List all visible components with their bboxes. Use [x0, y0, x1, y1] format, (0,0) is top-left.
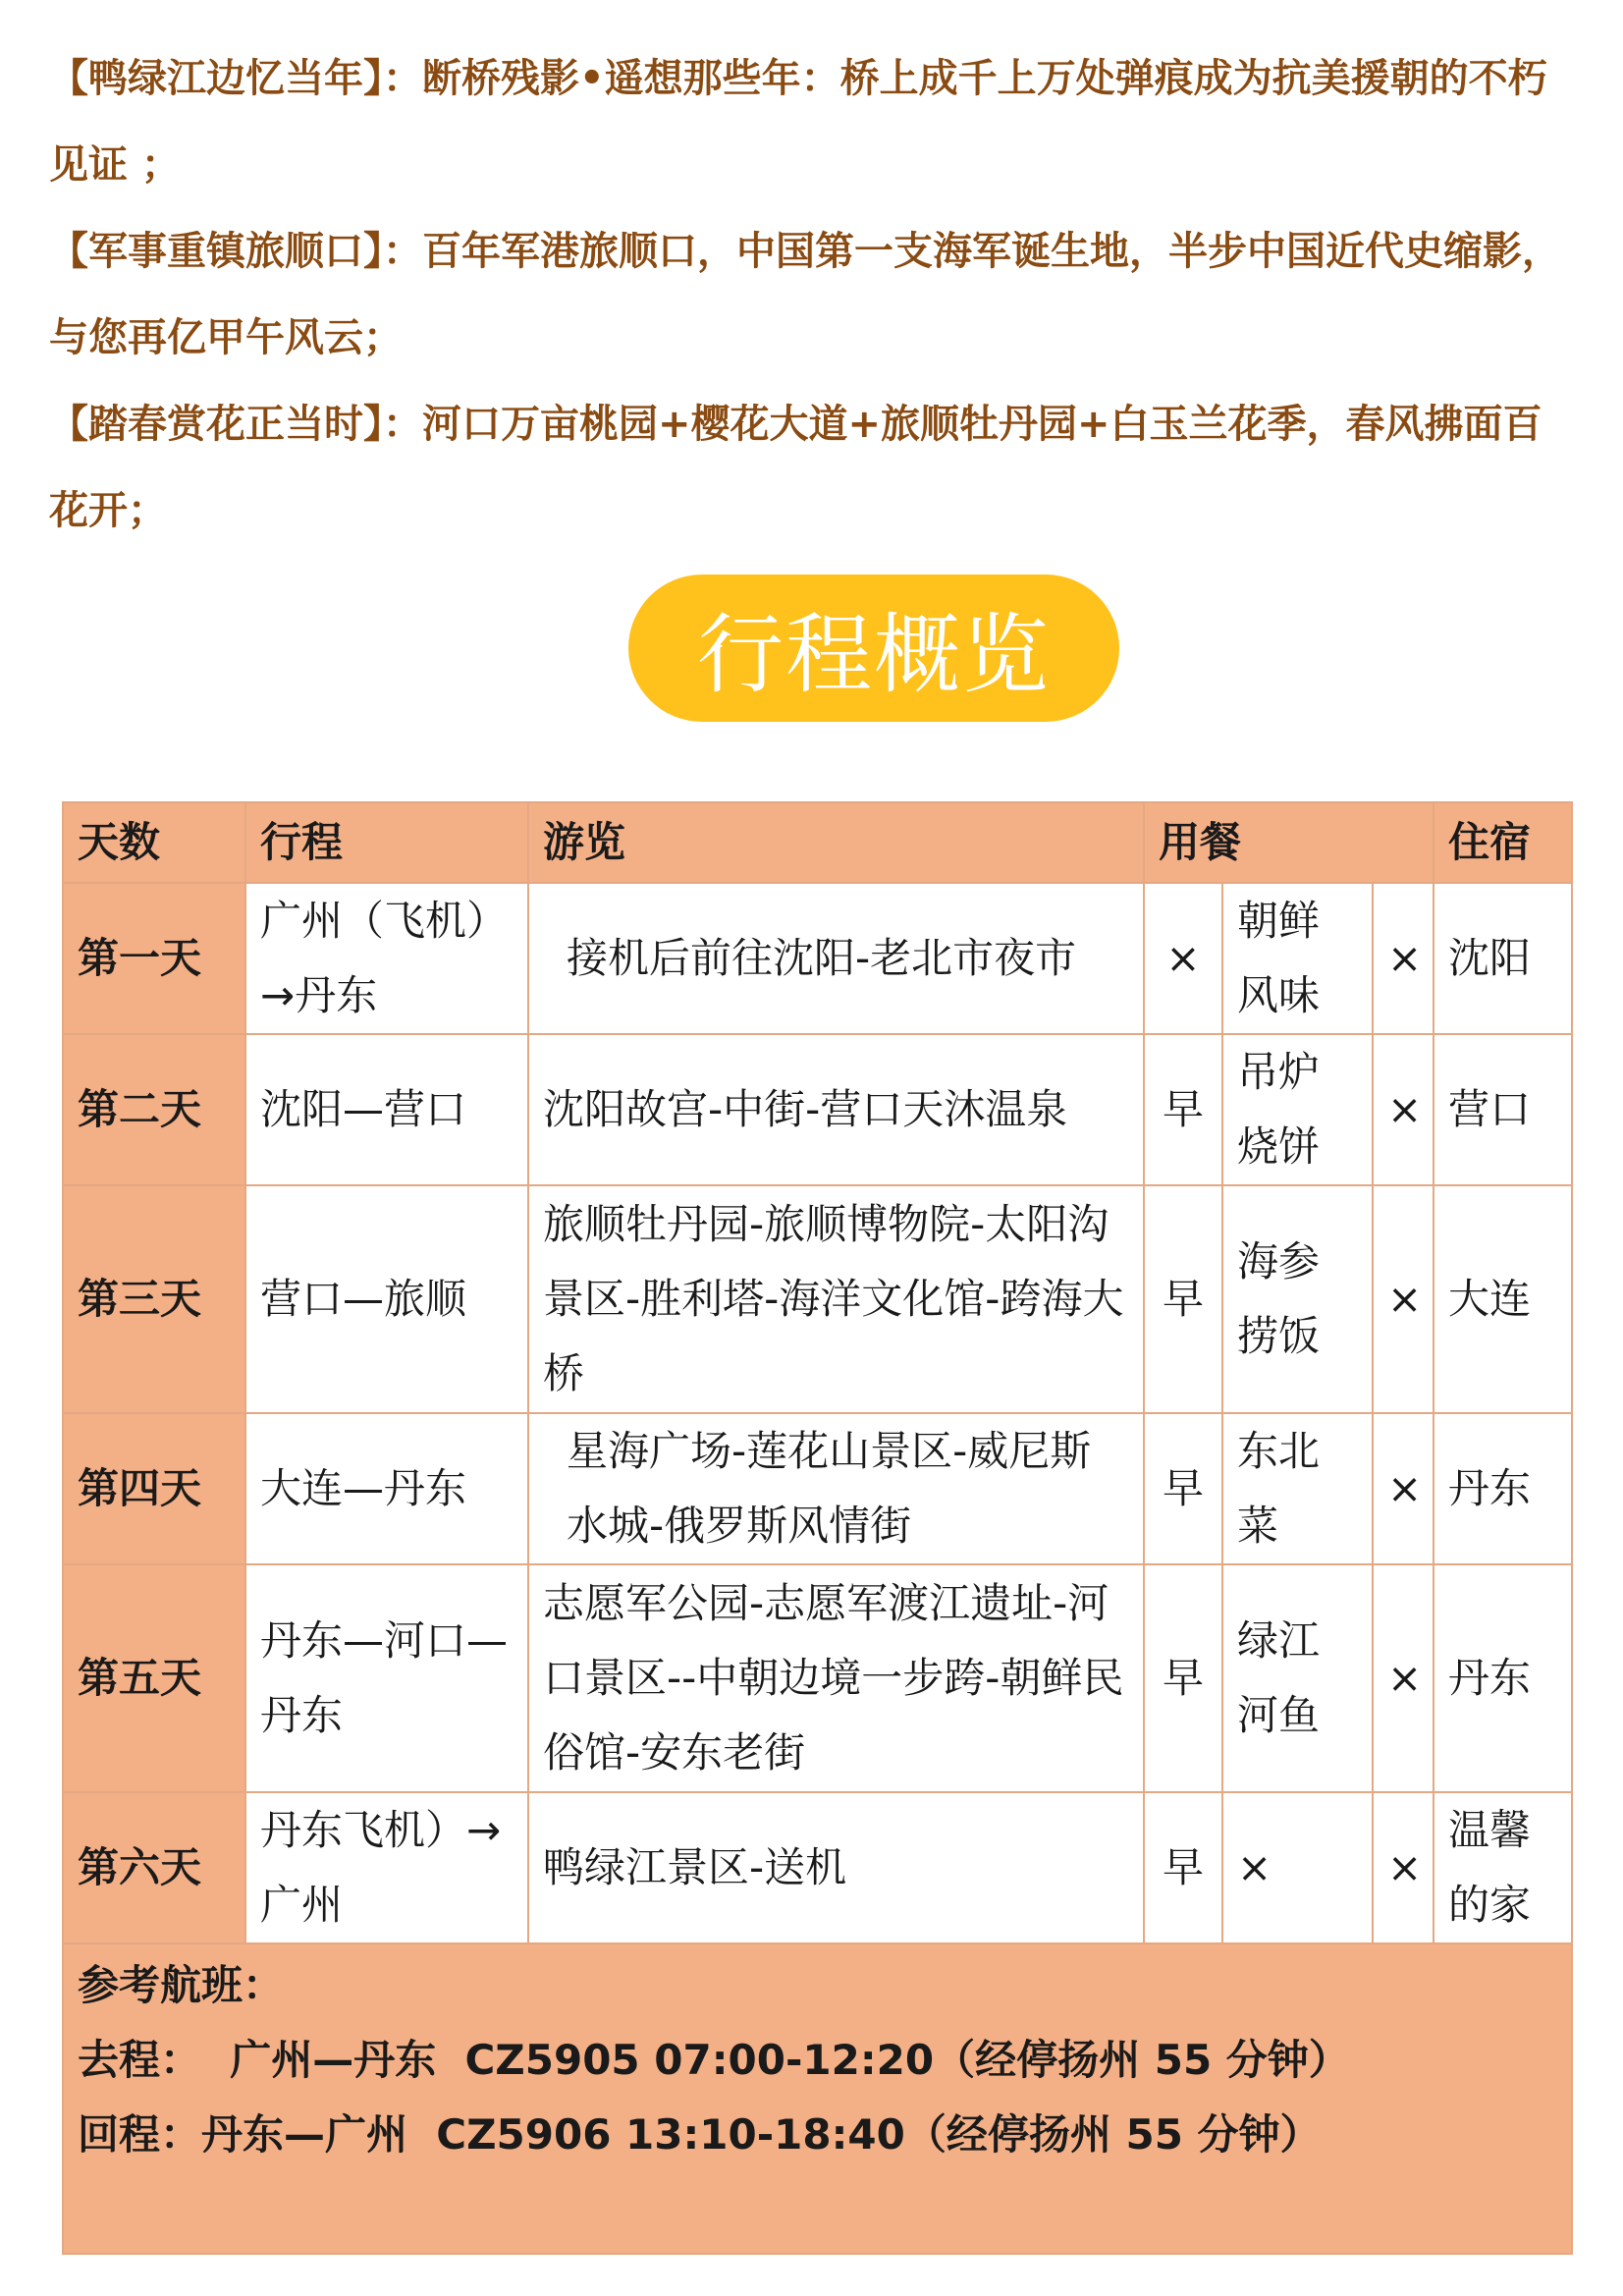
table-row [63, 1185, 1572, 1413]
lunch-cell: 东北菜 [1222, 1413, 1373, 1564]
lunch-cell: 海参捞饭 [1222, 1185, 1373, 1413]
intro-highlight-flowers: 【踏春赏花正当时】：河口万亩桃园+樱花大道+旅顺牡丹园+白玉兰花季，春风拂面百花开； [49, 402, 1542, 533]
breakfast-cell: 早 [1144, 1564, 1222, 1792]
table-row [63, 883, 1572, 1034]
flight-outbound: 去程： 广州—丹东 CZ5905 07:00-12:20（经停扬州 55 分钟） [78, 2036, 1350, 2084]
day-cell: 第一天 [63, 883, 245, 1034]
dinner-cell: × [1373, 1413, 1434, 1564]
flight-heading: 参考航班： [78, 1961, 285, 2009]
tour-cell: 旅顺牡丹园-旅顺博物院-太阳沟景区-胜利塔-海洋文化馆-跨海大桥 [528, 1185, 1144, 1413]
route-cell: 丹东飞机）→广州 [245, 1792, 528, 1943]
tour-cell: 沈阳故宫-中街-营口天沐温泉 [528, 1034, 1144, 1185]
breakfast-cell: 早 [1144, 1792, 1222, 1943]
header-day: 天数 [63, 802, 245, 883]
table-row [63, 1413, 1572, 1564]
lunch-cell: 吊炉烧饼 [1222, 1034, 1373, 1185]
dinner-cell: × [1373, 1185, 1434, 1413]
header-route: 行程 [245, 802, 528, 883]
stay-cell: 沈阳 [1434, 883, 1572, 1034]
breakfast-cell: 早 [1144, 1185, 1222, 1413]
header-meal: 用餐 [1144, 802, 1434, 883]
day-cell: 第四天 [63, 1413, 245, 1564]
breakfast-cell: × [1144, 883, 1222, 1034]
day-cell: 第五天 [63, 1564, 245, 1792]
breakfast-cell: 早 [1144, 1034, 1222, 1185]
day-cell: 第六天 [63, 1792, 245, 1943]
intro-highlight-yalu: 【鸭绿江边忆当年】：断桥残影•遥想那些年：桥上成千上万处弹痕成为抗美援朝的不朽见证 ； [49, 56, 1547, 188]
lunch-cell: 绿江河鱼 [1222, 1564, 1373, 1792]
route-cell: 丹东—河口—丹东 [245, 1564, 528, 1792]
day-cell: 第二天 [63, 1034, 245, 1185]
dinner-cell: × [1373, 1792, 1434, 1943]
header-tour: 游览 [528, 802, 1144, 883]
table-row [63, 1034, 1572, 1185]
intro-highlight-lushunkou: 【军事重镇旅顺口】：百年军港旅顺口，中国第一支海军诞生地，半步中国近代史缩影，与您再亿甲午风云； [49, 229, 1561, 360]
route-cell: 广州（飞机）→丹东 [245, 883, 528, 1034]
route-cell: 沈阳—营口 [245, 1034, 528, 1185]
itinerary-table [62, 801, 1573, 2255]
day-cell: 第三天 [63, 1185, 245, 1413]
tour-cell: 鸭绿江景区-送机 [528, 1792, 1144, 1943]
tour-cell: 接机后前往沈阳-老北市夜市 [528, 883, 1144, 1034]
tour-cell: 志愿军公园-志愿军渡江遗址-河口景区--中朝边境一步跨-朝鲜民俗馆-安东老街 [528, 1564, 1144, 1792]
stay-cell: 温馨的家 [1434, 1792, 1572, 1943]
dinner-cell: × [1373, 883, 1434, 1034]
route-cell: 营口—旅顺 [245, 1185, 528, 1413]
table-row [63, 1564, 1572, 1792]
breakfast-cell: 早 [1144, 1413, 1222, 1564]
table-header-row [63, 802, 1572, 883]
stay-cell: 丹东 [1434, 1564, 1572, 1792]
header-stay: 住宿 [1434, 802, 1572, 883]
table-row [63, 1792, 1572, 1943]
intro-highlights [49, 35, 1581, 554]
stay-cell: 丹东 [1434, 1413, 1572, 1564]
itinerary-overview-title: 行程概览 [628, 574, 1119, 722]
stay-cell: 营口 [1434, 1034, 1572, 1185]
flight-info [63, 1943, 1572, 2254]
lunch-cell: × [1222, 1792, 1373, 1943]
dinner-cell: × [1373, 1034, 1434, 1185]
flight-return: 回程：丹东—广州 CZ5906 13:10-18:40（经停扬州 55 分钟） [78, 2110, 1322, 2159]
route-cell: 大连—丹东 [245, 1413, 528, 1564]
flight-info-row [63, 1943, 1572, 2254]
lunch-cell: 朝鲜风味 [1222, 883, 1373, 1034]
tour-cell: 星海广场-莲花山景区-威尼斯水城-俄罗斯风情街 [528, 1413, 1144, 1564]
stay-cell: 大连 [1434, 1185, 1572, 1413]
dinner-cell: × [1373, 1564, 1434, 1792]
